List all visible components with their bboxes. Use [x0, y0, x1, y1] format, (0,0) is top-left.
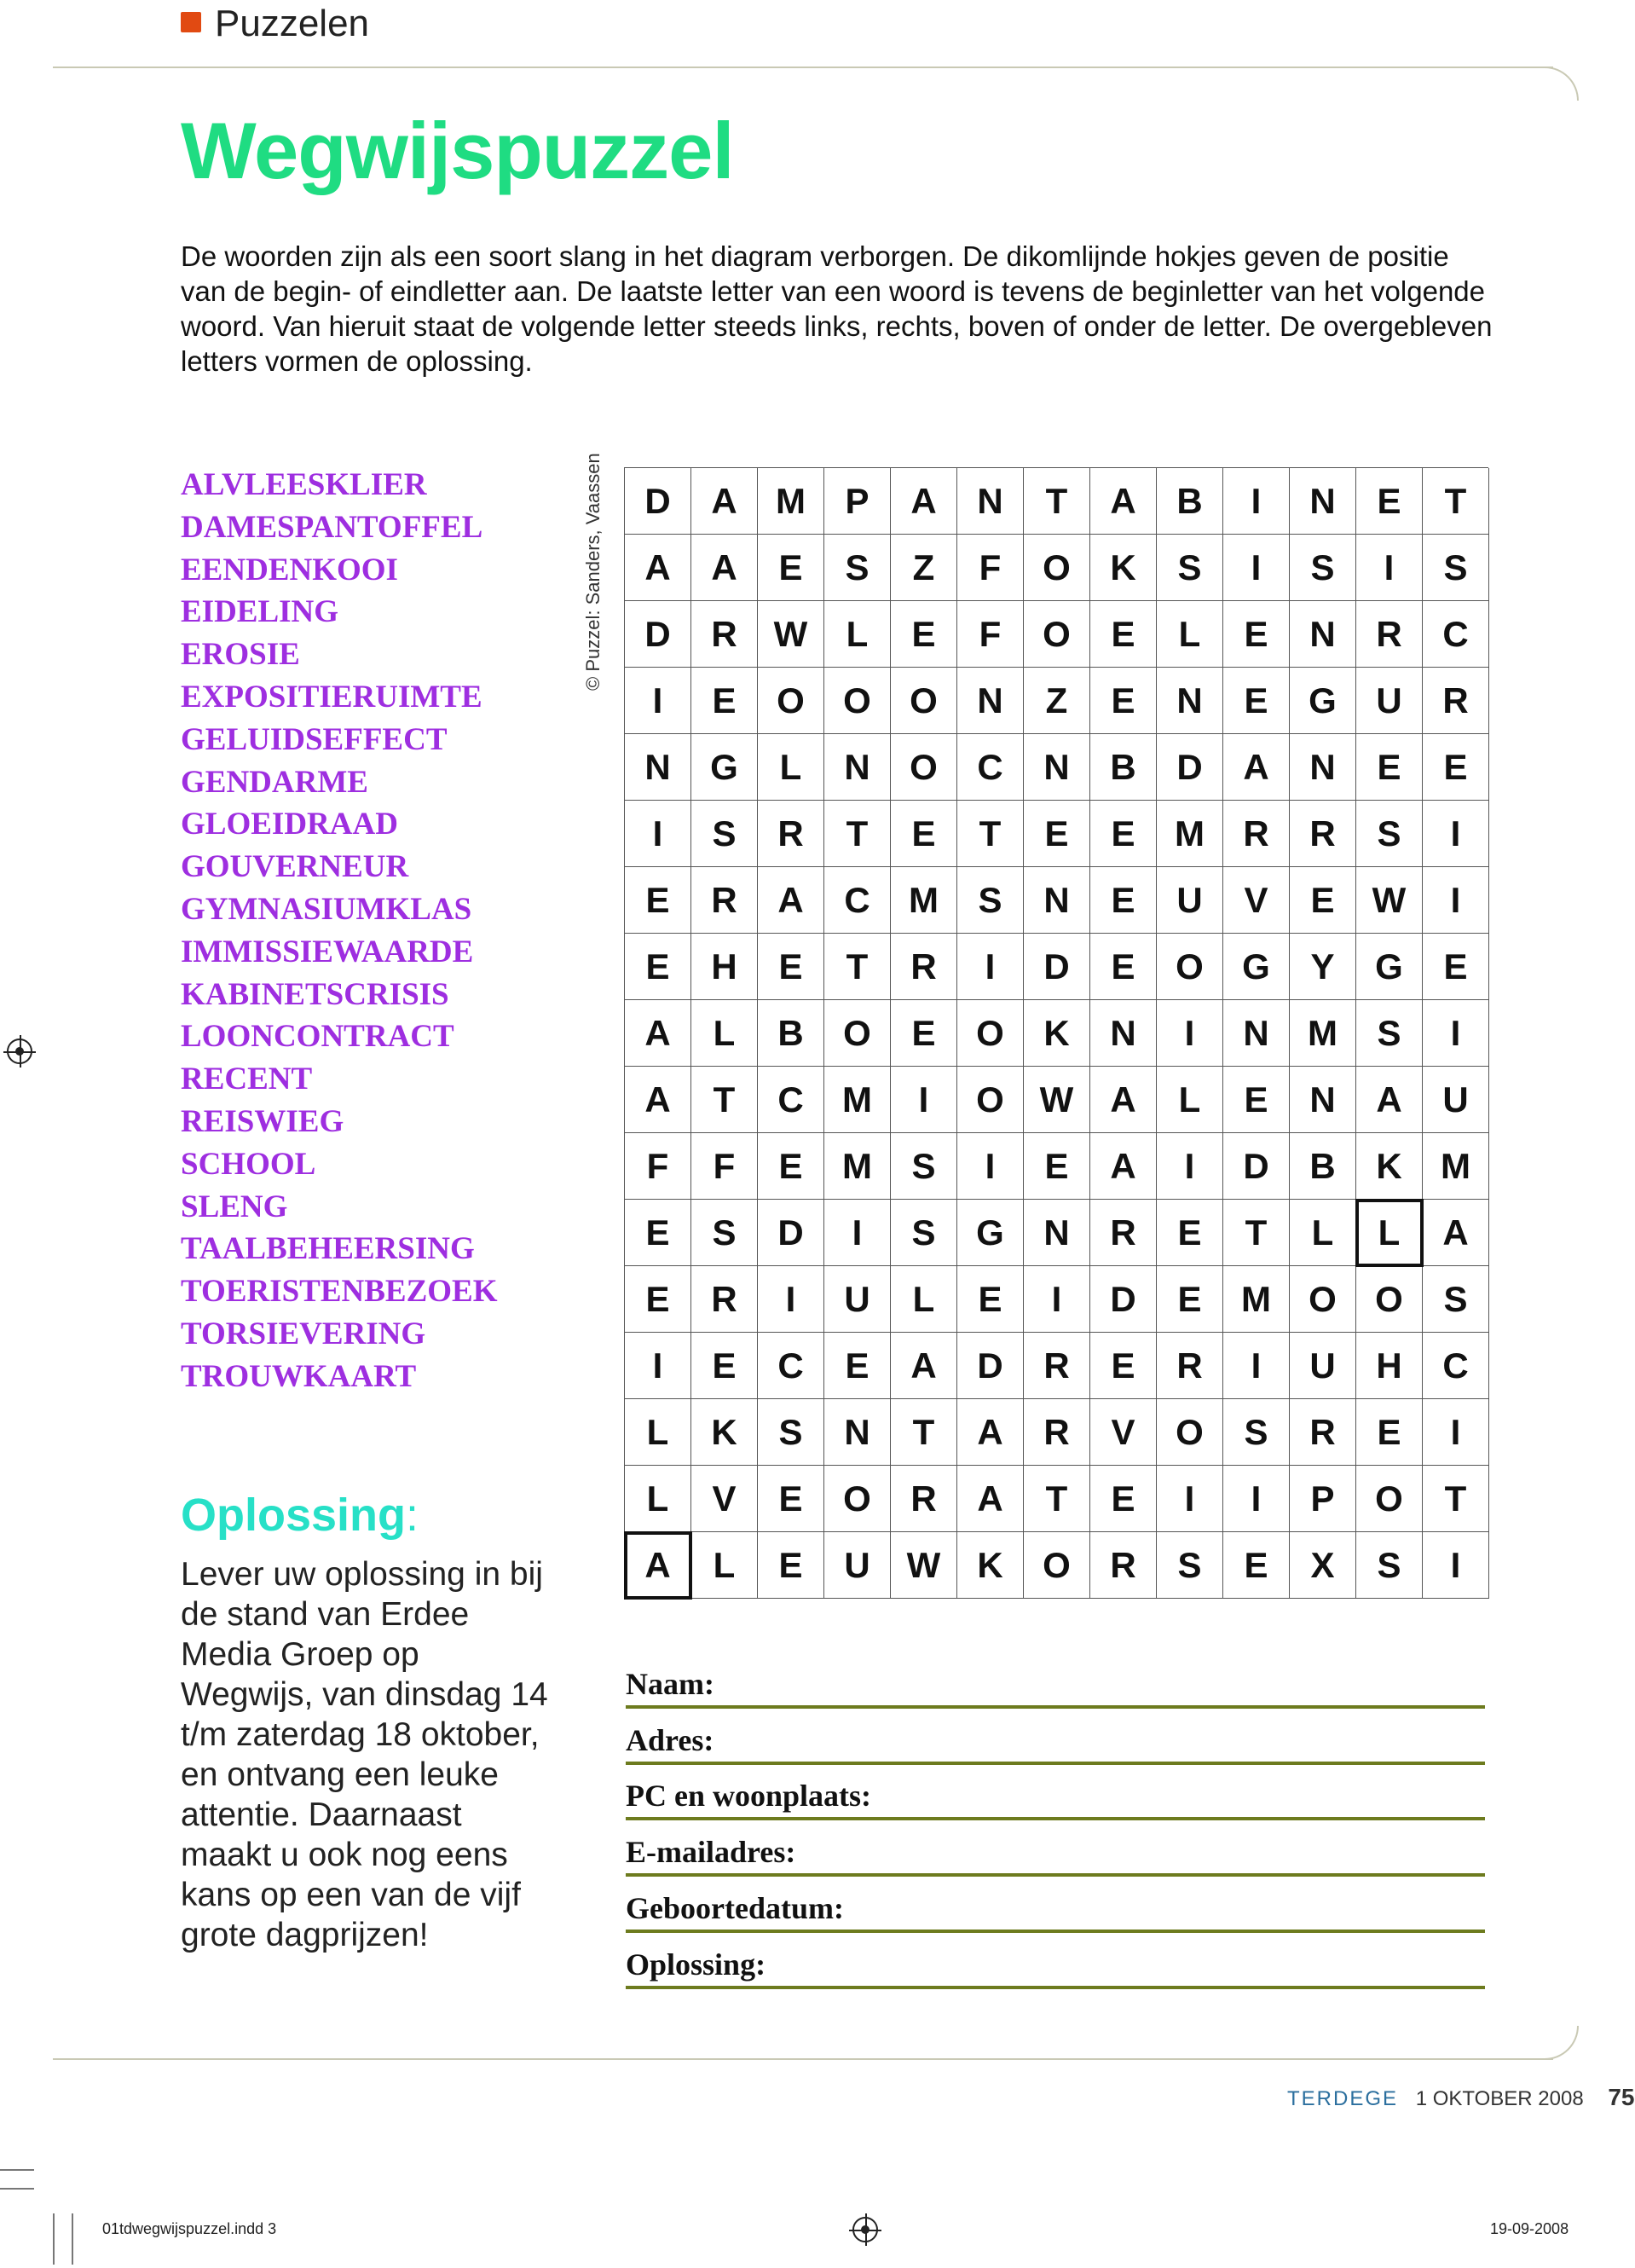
- grid-cell: E: [625, 934, 691, 1000]
- solution-heading: [181, 1488, 419, 1542]
- solution-instructions: Lever uw oplossing in bij de stand van Erdee Media Groep op Wegwijs, van dinsdag 14 t/m zaterdag 18 oktober, en ontvang een leuke attentie. Daarnaast maakt u ook nog eens kans op een van de vijf grote dagprijzen!: [181, 1556, 548, 1953]
- grid-cell: I: [1223, 535, 1290, 601]
- word-list-item: GELUIDSEFFECT: [181, 721, 448, 757]
- word-list-item: LOONCONTRACT: [181, 1019, 454, 1055]
- grid-cell: S: [1223, 1399, 1290, 1466]
- word-list-item: TORSIEVERING: [181, 1316, 426, 1351]
- page-footer: [1287, 2084, 1635, 2111]
- grid-cell: U: [1356, 668, 1423, 734]
- grid-cell: S: [1423, 535, 1489, 601]
- grid-cell: I: [957, 934, 1024, 1000]
- grid-cell: R: [1223, 801, 1290, 867]
- grid-cell: C: [824, 867, 891, 934]
- grid-cell: C: [957, 734, 1024, 801]
- grid-cell: E: [1090, 934, 1157, 1000]
- grid-cell: W: [891, 1532, 957, 1599]
- grid-cell: S: [891, 1200, 957, 1266]
- grid-cell: I: [625, 668, 691, 734]
- grid-cell: D: [625, 601, 691, 668]
- grid-cell: B: [1090, 734, 1157, 801]
- grid-cell: N: [957, 668, 1024, 734]
- grid-cell: R: [1356, 601, 1423, 668]
- grid-cell: E: [758, 1466, 824, 1532]
- grid-cell: E: [1090, 1333, 1157, 1399]
- grid-cell: F: [625, 1133, 691, 1200]
- page-number: 75: [1608, 2084, 1635, 2110]
- word-list: [181, 464, 498, 1398]
- grid-cell: R: [891, 1466, 957, 1532]
- grid-cell: H: [691, 934, 758, 1000]
- grid-cell: A: [1423, 1200, 1489, 1266]
- grid-cell: V: [1223, 867, 1290, 934]
- grid-cell: R: [1423, 668, 1489, 734]
- grid-cell: E: [1157, 1200, 1223, 1266]
- grid-cell: E: [1290, 867, 1356, 934]
- grid-cell: N: [1290, 734, 1356, 801]
- word-list-item: IMMISSIEWAARDE: [181, 934, 474, 969]
- bottom-rule: [53, 2058, 1553, 2060]
- grid-cell: M: [824, 1067, 891, 1133]
- grid-cell: N: [1223, 1000, 1290, 1067]
- grid-cell: M: [1157, 801, 1223, 867]
- grid-cell: L: [691, 1000, 758, 1067]
- puzzle-credit: © Puzzel: Sanders, Vaassen: [582, 453, 604, 691]
- grid-cell: I: [1223, 468, 1290, 535]
- grid-cell: D: [1223, 1133, 1290, 1200]
- grid-cell: N: [824, 734, 891, 801]
- grid-cell: E: [625, 1200, 691, 1266]
- grid-cell: K: [691, 1399, 758, 1466]
- slug-filename: 01tdwegwijspuzzel.indd 3: [102, 2220, 277, 2237]
- grid-cell: D: [957, 1333, 1024, 1399]
- form-field-email[interactable]: [626, 1820, 1485, 1877]
- grid-cell: I: [1356, 535, 1423, 601]
- grid-cell: L: [1356, 1200, 1423, 1266]
- grid-cell: I: [1223, 1333, 1290, 1399]
- word-list-item: DAMESPANTOFFEL: [181, 509, 483, 545]
- grid-cell: T: [824, 934, 891, 1000]
- grid-cell: N: [1290, 1067, 1356, 1133]
- grid-cell: O: [957, 1000, 1024, 1067]
- grid-cell: W: [758, 601, 824, 668]
- grid-cell: I: [957, 1133, 1024, 1200]
- grid-cell: E: [758, 535, 824, 601]
- grid-cell: A: [625, 1067, 691, 1133]
- word-list-item: TAALBEHEERSING: [181, 1231, 475, 1267]
- grid-cell: M: [891, 867, 957, 934]
- form-field-oplossing[interactable]: [626, 1933, 1485, 1989]
- grid-cell: F: [957, 535, 1024, 601]
- grid-cell: A: [691, 535, 758, 601]
- grid-cell: A: [957, 1399, 1024, 1466]
- grid-cell: C: [1423, 1333, 1489, 1399]
- grid-cell: O: [824, 1466, 891, 1532]
- grid-cell: N: [957, 468, 1024, 535]
- grid-cell: R: [691, 867, 758, 934]
- grid-cell: T: [691, 1067, 758, 1133]
- grid-cell: H: [1356, 1333, 1423, 1399]
- grid-cell: G: [691, 734, 758, 801]
- intro-paragraph: De woorden zijn als een soort slang in het diagram verborgen. De dikomlijnde hokjes geven de positie van de begin- of eindletter aan. De laatste letter van een woord is tevens de beginletter van het volgende woord. Van hieruit staat de volgende letter steeds links, rechts, boven of onder de letter. De overgebleven letters vormen de oplossing.: [181, 240, 1493, 377]
- word-list-item: GLOEIDRAAD: [181, 807, 398, 842]
- grid-cell: E: [1223, 668, 1290, 734]
- word-list-item: GOUVERNEUR: [181, 849, 409, 885]
- slug-date: 19-09-2008: [1490, 2220, 1569, 2237]
- grid-cell: O: [758, 668, 824, 734]
- grid-cell: E: [758, 1532, 824, 1599]
- word-list-item: REISWIEG: [181, 1103, 344, 1139]
- grid-cell: O: [1356, 1466, 1423, 1532]
- grid-cell: O: [1290, 1266, 1356, 1333]
- grid-cell: O: [957, 1067, 1024, 1133]
- grid-cell: A: [1090, 468, 1157, 535]
- grid-cell: O: [824, 668, 891, 734]
- grid-cell: E: [1024, 1133, 1090, 1200]
- grid-cell: K: [1356, 1133, 1423, 1200]
- grid-cell: E: [1423, 934, 1489, 1000]
- grid-cell: L: [625, 1466, 691, 1532]
- grid-cell: D: [625, 468, 691, 535]
- section-marker: [181, 12, 201, 32]
- grid-cell: K: [957, 1532, 1024, 1599]
- grid-cell: B: [758, 1000, 824, 1067]
- grid-cell: A: [1356, 1067, 1423, 1133]
- grid-cell: N: [1290, 468, 1356, 535]
- grid-cell: R: [691, 601, 758, 668]
- grid-cell: I: [1157, 1133, 1223, 1200]
- grid-cell: E: [1356, 734, 1423, 801]
- grid-cell: U: [1290, 1333, 1356, 1399]
- grid-cell: L: [625, 1399, 691, 1466]
- word-list-item: ALVLEESKLIER: [181, 467, 427, 502]
- grid-cell: I: [1024, 1266, 1090, 1333]
- grid-cell: B: [1290, 1133, 1356, 1200]
- issue-date: 1 OKTOBER 2008: [1415, 2087, 1584, 2110]
- grid-cell: A: [891, 1333, 957, 1399]
- grid-cell: I: [1223, 1466, 1290, 1532]
- grid-cell: E: [758, 1133, 824, 1200]
- grid-cell: O: [1024, 601, 1090, 668]
- solution-heading-text: Oplossing: [181, 1490, 407, 1541]
- grid-cell: T: [1423, 1466, 1489, 1532]
- grid-cell: R: [891, 934, 957, 1000]
- grid-cell: I: [625, 1333, 691, 1399]
- grid-cell: O: [891, 734, 957, 801]
- grid-cell: G: [957, 1200, 1024, 1266]
- grid-cell: E: [625, 1266, 691, 1333]
- grid-cell: E: [957, 1266, 1024, 1333]
- grid-cell: Z: [1024, 668, 1090, 734]
- word-list-item: EROSIE: [181, 637, 300, 673]
- section-label: Puzzelen: [215, 3, 370, 44]
- grid-cell: L: [891, 1266, 957, 1333]
- word-list-item: GENDARME: [181, 764, 368, 800]
- grid-cell: E: [1223, 1067, 1290, 1133]
- grid-cell: A: [625, 1532, 691, 1599]
- grid-cell: E: [1090, 668, 1157, 734]
- grid-cell: A: [758, 867, 824, 934]
- grid-cell: Y: [1290, 934, 1356, 1000]
- grid-cell: E: [625, 867, 691, 934]
- grid-cell: L: [1290, 1200, 1356, 1266]
- grid-cell: O: [1024, 1532, 1090, 1599]
- word-list-item: KABINETSCRISIS: [181, 976, 449, 1012]
- grid-cell: E: [1090, 801, 1157, 867]
- registration-mark-icon: [7, 1039, 32, 1064]
- grid-cell: Z: [891, 535, 957, 601]
- page-title: Wegwijspuzzel: [181, 106, 734, 195]
- grid-cell: R: [1024, 1333, 1090, 1399]
- solution-heading-colon: :: [406, 1490, 419, 1541]
- grid-cell: M: [1290, 1000, 1356, 1067]
- grid-cell: E: [1157, 1266, 1223, 1333]
- grid-cell: S: [1356, 1532, 1423, 1599]
- form-label: Geboortedatum:: [626, 1890, 844, 1925]
- grid-cell: S: [1356, 1000, 1423, 1067]
- grid-cell: R: [691, 1266, 758, 1333]
- grid-cell: L: [1157, 601, 1223, 668]
- grid-cell: U: [824, 1266, 891, 1333]
- grid-cell: K: [1024, 1000, 1090, 1067]
- grid-cell: M: [1423, 1133, 1489, 1200]
- grid-cell: I: [824, 1200, 891, 1266]
- grid-cell: T: [824, 801, 891, 867]
- word-list-item: SLENG: [181, 1189, 288, 1224]
- crop-mark: [0, 2169, 34, 2171]
- grid-cell: E: [1090, 601, 1157, 668]
- grid-cell: S: [1423, 1266, 1489, 1333]
- word-list-item: SCHOOL: [181, 1146, 316, 1182]
- grid-cell: I: [1157, 1000, 1223, 1067]
- letter-grid: [624, 467, 1488, 1598]
- grid-cell: N: [1024, 867, 1090, 934]
- grid-cell: R: [758, 801, 824, 867]
- grid-cell: W: [1356, 867, 1423, 934]
- form-label: PC en woonplaats:: [626, 1779, 872, 1814]
- registration-mark-icon: [852, 2217, 878, 2242]
- grid-cell: W: [1024, 1067, 1090, 1133]
- top-rule-corner: [1545, 67, 1579, 101]
- grid-cell: P: [824, 468, 891, 535]
- grid-cell: S: [691, 801, 758, 867]
- grid-cell: E: [1223, 1532, 1290, 1599]
- grid-cell: U: [1423, 1067, 1489, 1133]
- grid-cell: F: [957, 601, 1024, 668]
- grid-cell: C: [758, 1067, 824, 1133]
- grid-cell: E: [691, 1333, 758, 1399]
- form-field-woonplaats[interactable]: [626, 1765, 1485, 1821]
- form-label: Oplossing:: [626, 1947, 766, 1982]
- grid-cell: A: [625, 535, 691, 601]
- form-label: Naam:: [626, 1666, 714, 1701]
- grid-cell: M: [758, 468, 824, 535]
- grid-cell: O: [1024, 535, 1090, 601]
- grid-cell: E: [691, 668, 758, 734]
- grid-cell: R: [1157, 1333, 1223, 1399]
- grid-cell: S: [1157, 535, 1223, 601]
- grid-cell: O: [1157, 934, 1223, 1000]
- grid-cell: T: [1423, 468, 1489, 535]
- grid-cell: I: [1423, 867, 1489, 934]
- grid-cell: S: [758, 1399, 824, 1466]
- bottom-rule-corner: [1545, 2026, 1579, 2060]
- grid-cell: I: [1423, 1399, 1489, 1466]
- grid-cell: G: [1223, 934, 1290, 1000]
- grid-cell: N: [1024, 734, 1090, 801]
- grid-cell: E: [891, 601, 957, 668]
- grid-cell: N: [625, 734, 691, 801]
- grid-cell: E: [1223, 601, 1290, 668]
- form-field-geboortedatum[interactable]: [626, 1877, 1485, 1933]
- grid-cell: T: [1024, 1466, 1090, 1532]
- grid-cell: T: [1024, 468, 1090, 535]
- grid-cell: S: [1290, 535, 1356, 601]
- grid-cell: N: [824, 1399, 891, 1466]
- grid-cell: A: [625, 1000, 691, 1067]
- crop-mark: [0, 2188, 34, 2190]
- grid-cell: E: [1090, 1466, 1157, 1532]
- grid-cell: A: [1090, 1067, 1157, 1133]
- grid-cell: S: [824, 535, 891, 601]
- grid-cell: T: [891, 1399, 957, 1466]
- grid-cell: D: [758, 1200, 824, 1266]
- grid-cell: I: [1423, 1000, 1489, 1067]
- grid-cell: T: [1223, 1200, 1290, 1266]
- grid-cell: A: [1090, 1133, 1157, 1200]
- crop-mark: [72, 2213, 73, 2265]
- grid-cell: R: [1290, 1399, 1356, 1466]
- grid-cell: R: [1090, 1532, 1157, 1599]
- grid-cell: A: [957, 1466, 1024, 1532]
- grid-cell: L: [758, 734, 824, 801]
- grid-cell: N: [1090, 1000, 1157, 1067]
- word-list-item: RECENT: [181, 1062, 313, 1097]
- grid-cell: O: [1157, 1399, 1223, 1466]
- grid-cell: L: [824, 601, 891, 668]
- grid-cell: I: [891, 1067, 957, 1133]
- grid-cell: F: [691, 1133, 758, 1200]
- grid-cell: M: [1223, 1266, 1290, 1333]
- grid-cell: C: [758, 1333, 824, 1399]
- grid-cell: A: [1223, 734, 1290, 801]
- grid-cell: U: [1157, 867, 1223, 934]
- grid-cell: G: [1290, 668, 1356, 734]
- grid-cell: I: [758, 1266, 824, 1333]
- grid-cell: E: [891, 801, 957, 867]
- grid-cell: E: [1356, 468, 1423, 535]
- word-list-item: EENDENKOOI: [181, 552, 398, 587]
- grid-cell: N: [1024, 1200, 1090, 1266]
- grid-cell: L: [1157, 1067, 1223, 1133]
- grid-cell: T: [957, 801, 1024, 867]
- word-list-item: EIDELING: [181, 594, 339, 630]
- grid-cell: I: [1423, 1532, 1489, 1599]
- grid-cell: E: [824, 1333, 891, 1399]
- grid-cell: A: [891, 468, 957, 535]
- grid-cell: G: [1356, 934, 1423, 1000]
- grid-cell: I: [625, 801, 691, 867]
- grid-cell: E: [1090, 867, 1157, 934]
- magazine-name: TERDEGE: [1287, 2087, 1399, 2110]
- top-rule: [53, 67, 1553, 68]
- word-list-item: TROUWKAART: [181, 1358, 417, 1394]
- grid-cell: N: [1290, 601, 1356, 668]
- grid-cell: C: [1423, 601, 1489, 668]
- grid-cell: E: [1423, 734, 1489, 801]
- grid-cell: O: [824, 1000, 891, 1067]
- grid-cell: V: [691, 1466, 758, 1532]
- grid-cell: O: [891, 668, 957, 734]
- form-label: E-mailadres:: [626, 1835, 796, 1870]
- grid-cell: R: [1290, 801, 1356, 867]
- grid-cell: L: [691, 1532, 758, 1599]
- grid-cell: I: [1157, 1466, 1223, 1532]
- grid-cell: E: [1024, 801, 1090, 867]
- grid-cell: E: [1356, 1399, 1423, 1466]
- grid-cell: S: [1157, 1532, 1223, 1599]
- grid-cell: D: [1024, 934, 1090, 1000]
- grid-cell: M: [824, 1133, 891, 1200]
- grid-cell: S: [891, 1133, 957, 1200]
- form-field-adres[interactable]: [626, 1709, 1485, 1765]
- grid-cell: A: [691, 468, 758, 535]
- grid-cell: V: [1090, 1399, 1157, 1466]
- form-label: Adres:: [626, 1722, 714, 1757]
- grid-cell: B: [1157, 468, 1223, 535]
- form-field-naam[interactable]: [626, 1652, 1485, 1709]
- grid-cell: P: [1290, 1466, 1356, 1532]
- grid-cell: E: [758, 934, 824, 1000]
- grid-cell: I: [1423, 801, 1489, 867]
- grid-cell: K: [1090, 535, 1157, 601]
- grid-cell: E: [891, 1000, 957, 1067]
- grid-cell: U: [824, 1532, 891, 1599]
- grid-cell: S: [957, 867, 1024, 934]
- grid-cell: D: [1157, 734, 1223, 801]
- grid-cell: D: [1090, 1266, 1157, 1333]
- grid-cell: N: [1157, 668, 1223, 734]
- grid-cell: R: [1024, 1399, 1090, 1466]
- entry-form: [626, 1652, 1485, 1989]
- word-list-item: GYMNASIUMKLAS: [181, 891, 472, 927]
- grid-cell: S: [1356, 801, 1423, 867]
- grid-cell: S: [691, 1200, 758, 1266]
- grid-cell: R: [1090, 1200, 1157, 1266]
- word-list-item: EXPOSITIERUIMTE: [181, 679, 482, 715]
- grid-cell: O: [1356, 1266, 1423, 1333]
- word-list-item: TOERISTENBEZOEK: [181, 1274, 498, 1310]
- crop-mark: [53, 2213, 55, 2265]
- grid-cell: X: [1290, 1532, 1356, 1599]
